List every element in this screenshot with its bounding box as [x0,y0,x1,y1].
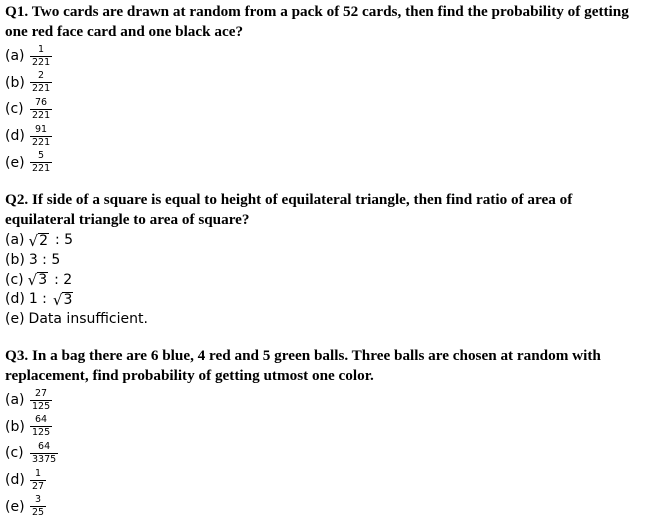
question-3-option-b[interactable] [5,414,641,441]
option-label: (e) [5,154,25,171]
fraction-numerator: 91 [35,123,48,135]
fraction-denominator: 3375 [32,453,57,465]
fraction-numerator: 1 [35,467,42,479]
question-2-options [5,231,641,330]
fraction-numerator: 1 [38,43,45,55]
question-1-option-b[interactable] [5,70,641,97]
fraction-denominator: 25 [32,507,45,519]
question-2-option-d[interactable] [5,290,641,310]
option-fraction [30,442,58,465]
fraction-denominator: 221 [32,163,51,175]
option-fraction [30,389,52,412]
fraction-numerator: 76 [35,96,48,108]
option-fraction [30,151,52,174]
question-1 [5,2,641,176]
question-1-option-a[interactable] [5,43,641,70]
option-label: (c) [5,271,24,288]
radicand: 3 [63,292,73,309]
square-root [53,292,73,308]
fraction-numerator: 27 [35,387,48,399]
option-label: (c) [5,445,24,462]
option-label: (e) [5,498,25,515]
question-3-option-a[interactable] [5,387,641,414]
option-label: (e) [5,311,25,328]
fraction-numerator: 64 [35,414,48,426]
fraction-numerator: 2 [38,70,45,82]
question-2-option-c[interactable] [5,271,641,291]
question-1-title: Q1. Two cards are drawn at random from a pack of 52 cards, then find the probability of getting one red face card and one black ace? [5,3,629,40]
fraction-denominator: 125 [32,400,51,412]
radicand: 2 [39,232,48,249]
option-label: (d) [5,291,25,308]
question-2-option-a[interactable] [5,231,641,251]
option-label: (a) [5,231,25,248]
option-label: (b) [5,251,25,268]
option-fraction [30,495,46,518]
question-1-option-e[interactable] [5,149,641,176]
question-2 [5,190,641,330]
question-2-option-e[interactable] [5,310,641,330]
option-text: : 2 [54,271,73,288]
option-label: (a) [5,48,25,65]
fraction-numerator: 64 [38,440,51,452]
fraction-denominator: 221 [32,83,51,95]
option-text: 3 : 5 [28,251,61,268]
option-fraction [30,469,46,492]
question-3-title: Q3. In a bag there are 6 blue, 4 red and 5 green balls. Three balls are chosen at random with replacement, find probability of getting utmost one color. [5,346,601,384]
radicand: 3 [38,272,48,289]
option-fraction [30,71,52,94]
radical-sign: √ [27,271,38,290]
radical-sign: √ [28,231,39,250]
fraction-numerator: 3 [35,494,42,506]
square-root [29,233,49,249]
option-label: (d) [5,128,25,145]
question-3 [5,346,641,520]
fraction-denominator: 221 [32,56,51,68]
option-label: (b) [5,418,25,435]
option-label: (a) [5,392,25,409]
fraction-denominator: 125 [32,427,51,439]
option-label: (b) [5,74,25,91]
option-label: (d) [5,472,25,489]
fraction-denominator: 221 [32,136,51,148]
option-text: 1 : [28,291,47,308]
fraction-denominator: 27 [32,480,45,492]
question-3-option-c[interactable] [5,440,641,467]
option-fraction [30,98,52,121]
question-2-title: Q2. If side of a square is equal to height of equilateral triangle, then find ratio of area of equilateral triangle to area of square? [5,190,573,228]
option-label: (c) [5,101,24,118]
question-2-option-b[interactable] [5,251,641,271]
option-fraction [30,45,52,68]
radical-sign: √ [52,291,63,310]
question-1-options [5,43,641,176]
option-fraction [30,415,52,438]
question-1-option-d[interactable] [5,123,641,150]
question-1-option-c[interactable] [5,96,641,123]
fraction-denominator: 221 [32,109,51,121]
question-3-option-d[interactable] [5,467,641,494]
square-root [28,272,48,288]
option-text: Data insufficient. [28,311,148,328]
option-text: : 5 [55,231,74,248]
option-fraction [30,125,52,148]
question-3-option-e[interactable] [5,493,641,520]
question-3-options [5,387,641,520]
fraction-numerator: 5 [38,150,45,162]
